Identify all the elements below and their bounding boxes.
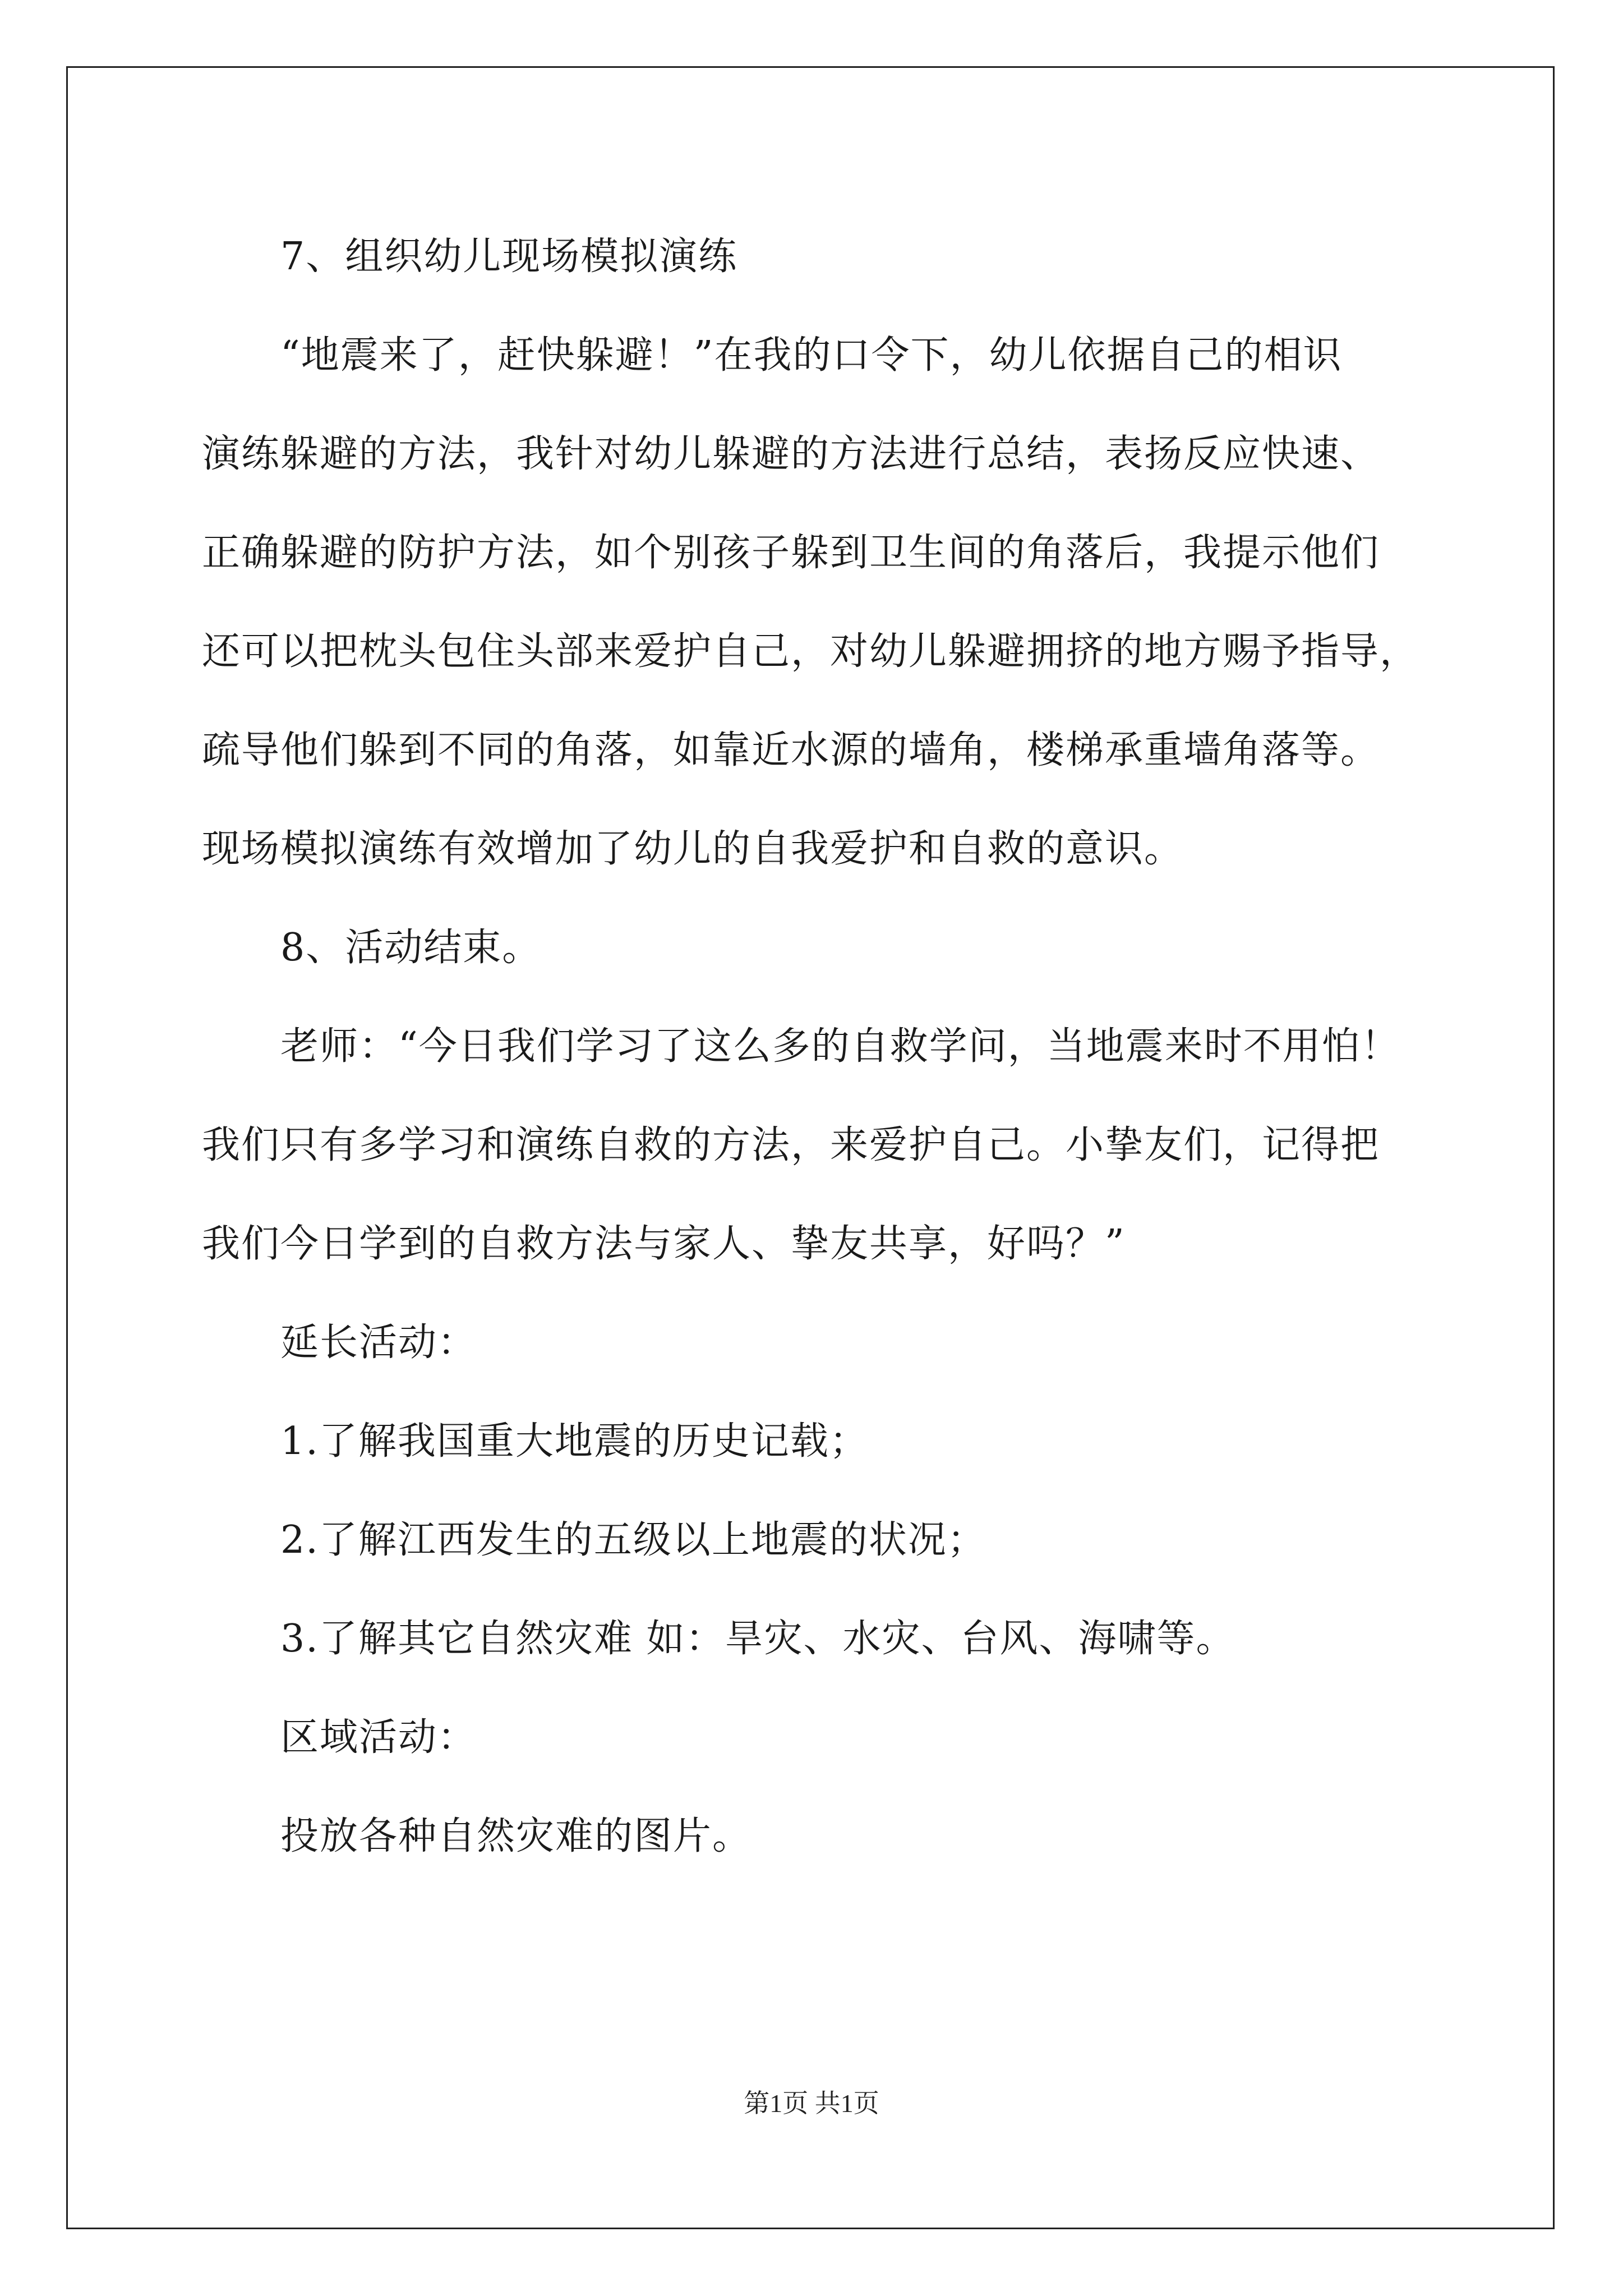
paragraph-line: 疏导他们躲到不同的角落，如靠近水源的墙角，楼梯承重墙角落等。 [202,728,1380,772]
section-heading-7: 7、组织幼儿现场模拟演练 [280,234,738,279]
document-body [202,208,1424,1886]
paragraph-line: 演练躲避的方法，我针对幼儿躲避的方法进行总结，表扬反应快速、 [202,432,1380,476]
page-number: 第1页 共1页 [744,2089,879,2118]
paragraph-line: 老师：“今日我们学习了这么多的自救学问，当地震来时不用怕！ [280,1024,1400,1069]
paragraph-line: 现场模拟演练有效增加了幼儿的自我爱护和自救的意识。 [202,827,1184,871]
list-item: 1.了解我国重大地震的历史记载； [280,1419,869,1464]
paragraph-line: 还可以把枕头包住头部来爱护自己，对幼儿躲避拥挤的地方赐予指导， [202,629,1419,674]
section-heading-8: 8、活动结束。 [280,926,542,970]
paragraph-line: “地震来了，赶快躲避！”在我的口令下，幼儿依据自己的相识 [280,333,1343,378]
extension-activity-heading: 延长活动： [280,1320,477,1365]
paragraph-line: 投放各种自然灾难的图片。 [280,1814,752,1858]
list-item: 3.了解其它自然灾难 如：旱灾、水灾、台风、海啸等。 [280,1617,1235,1661]
list-item: 2.了解江西发生的五级以上地震的状况； [280,1518,986,1562]
paragraph-line: 我们今日学到的自救方法与家人、挚友共享，好吗？” [202,1222,1126,1266]
paragraph-line: 我们只有多学习和演练自救的方法，来爱护自己。小挚友们，记得把 [202,1123,1380,1167]
area-activity-heading: 区域活动： [280,1715,477,1760]
paragraph-line: 正确躲避的防护方法，如个别孩子躲到卫生间的角落后，我提示他们 [202,531,1380,575]
